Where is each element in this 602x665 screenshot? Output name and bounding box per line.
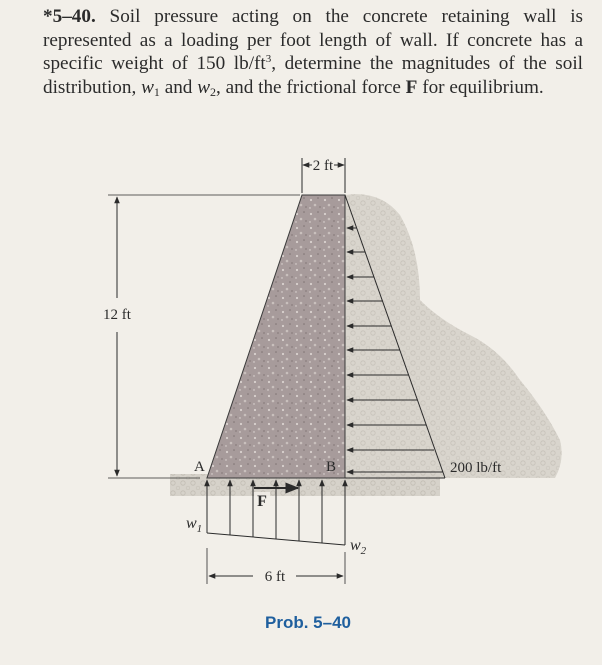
w1-subscript: 1 [153,84,160,99]
w2-subscript: 2 [210,84,217,99]
force-symbol: F [405,76,418,98]
w2-label: $w_2$ [350,537,367,557]
w2-symbol: w [197,76,211,98]
base-width-label: 6 ft [264,569,286,585]
base-width-dimension [207,548,345,585]
problem-text-4: , and the frictional force [216,76,406,98]
top-width-dimension [302,158,345,193]
w1-label: $w_1$ [186,515,203,535]
problem-number: *5–40. [43,6,96,27]
point-a-label: A [194,459,205,475]
problem-text-2: , determine the magnitudes of the soil distribution, [43,53,583,98]
concrete-wall [207,195,345,478]
figure-caption: Prob. 5–40 [265,613,351,632]
soil-backfill [345,194,562,478]
top-width-label: 2 ft [312,158,334,174]
w1-symbol: w [141,76,154,98]
problem-text-5: for equilibrium. [417,76,544,98]
force-label: F [257,493,267,510]
point-b-label: B [326,459,337,475]
height-label: 12 ft [103,307,131,323]
problem-text-1: Soil pressure acting on the concrete retaining wall is represented as a loading per foot length of wall. If concrete has a specific weight of 150 lb/ft [43,6,584,74]
load-label: 200 lb/ft [450,460,502,476]
problem-text-3: and [159,76,198,98]
cube-superscript: 3 [265,53,272,65]
